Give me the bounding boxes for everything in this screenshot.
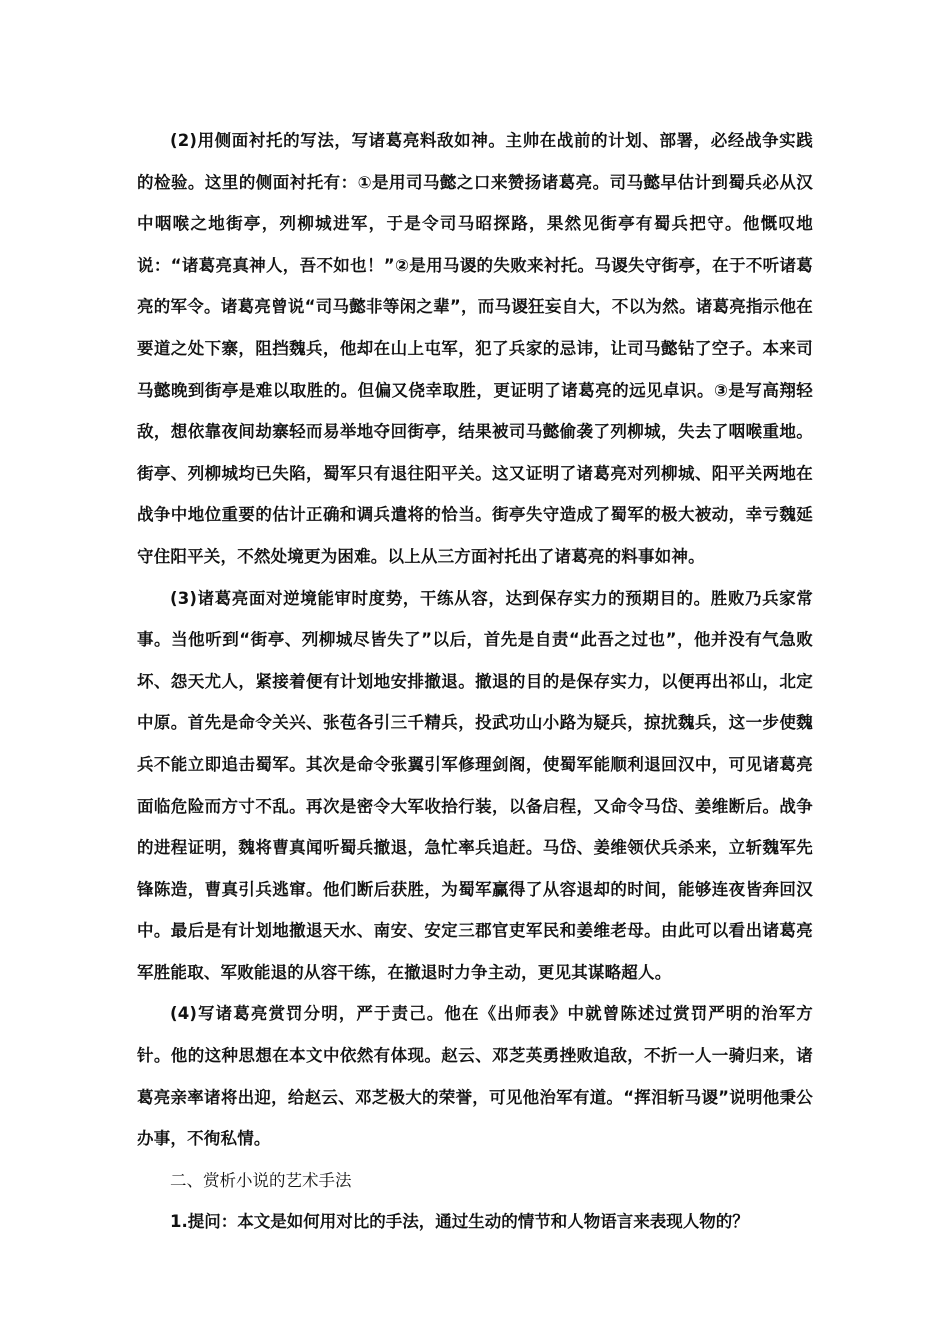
question-1: 1.提问：本文是如何用对比的手法，通过生动的情节和人物语言来表现人物的？	[170, 1212, 749, 1232]
section-heading: 二、赏析小说的艺术手法	[170, 1170, 352, 1190]
paragraph-2: (2)用侧面衬托的写法，写诸葛亮料敌如神。主帅在战前的计划、部署，必经战争实践的检验。这里的侧面衬托有：①是用司马懿之口来赞扬诸葛亮。司马懿早估计到蜀兵必从汉中咽喉之地街亭，列柳城进军，于是令司马昭探路，果然见街亭有蜀兵把守。他慨叹地说：“诸葛亮真神人，吾不如也！”②是用马谡的失败来衬托。马谡失守街亭，在于不听诸葛亮的军令。诸葛亮曾说“司马懿非等闲之辈”，而马谡狂妄自大，不以为然。诸葛亮指示他在要道之处下寨，阻挡魏兵，他却在山上屯军，犯了兵家的忌讳，让司马懿钻了空子。本来司马懿晚到街亭是难以取胜的。但偏又侥幸取胜，更证明了诸葛亮的远见卓识。③是写高翔轻敌，想依靠夜间劫寨轻而易举地夺回街亭，结果被司马懿偷袭了列柳城，失去了咽喉重地。街亭、列柳城均已失陷，蜀军只有退往阳平关。这又证明了诸葛亮对列柳城、阳平关两地在战争中地位重要的估计正确和调兵遣将的恰当。街亭失守造成了蜀军的极大被动，幸亏魏延守住阳平关，不然处境更为困难。以上从三方面衬托出了诸葛亮的料事如神。	[137, 131, 813, 566]
paragraph-3: (3)诸葛亮面对逆境能审时度势，干练从容，达到保存实力的预期目的。胜败乃兵家常事。当他听到“街亭、列柳城尽皆失了”以后，首先是自责“此吾之过也”，他并没有气急败坏、怨天尤人，紧接着便有计划地安排撤退。撤退的目的是保存实力，以便再出祁山，北定中原。首先是命令关兴、张苞各引三千精兵，投武功山小路为疑兵，掠扰魏兵，这一步使魏兵不能立即追击蜀军。其次是命令张翼引军修理剑阁，使蜀军能顺利退回汉中，可见诸葛亮面临危险而方寸不乱。再次是密令大军收拾行装，以备启程，又命令马岱、姜维断后。战争的进程证明，魏将曹真闻听蜀兵撤退，急忙率兵追赶。马岱、姜维领伏兵杀来，立斩魏军先锋陈造，曹真引兵逃窜。他们断后获胜，为蜀军赢得了从容退却的时间，能够连夜皆奔回汉中。最后是有计划地撤退天水、南安、安定三郡官吏军民和姜维老母。由此可以看出诸葛亮军胜能取、军败能退的从容干练，在撤退时力争主动，更见其谋略超人。	[137, 588, 813, 982]
paragraph-4: (4)写诸葛亮赏罚分明，严于责己。他在《出师表》中就曾陈述过赏罚严明的治军方针。他的这种思想在本文中依然有体现。赵云、邓芝英勇挫败追敌，不折一人一骑归来，诸葛亮亲率诸将出迎，给赵云、邓芝极大的荣誉，可见他治军有道。“挥泪斩马谡”说明他秉公办事，不徇私情。	[137, 1004, 813, 1149]
document-body	[137, 120, 813, 1243]
